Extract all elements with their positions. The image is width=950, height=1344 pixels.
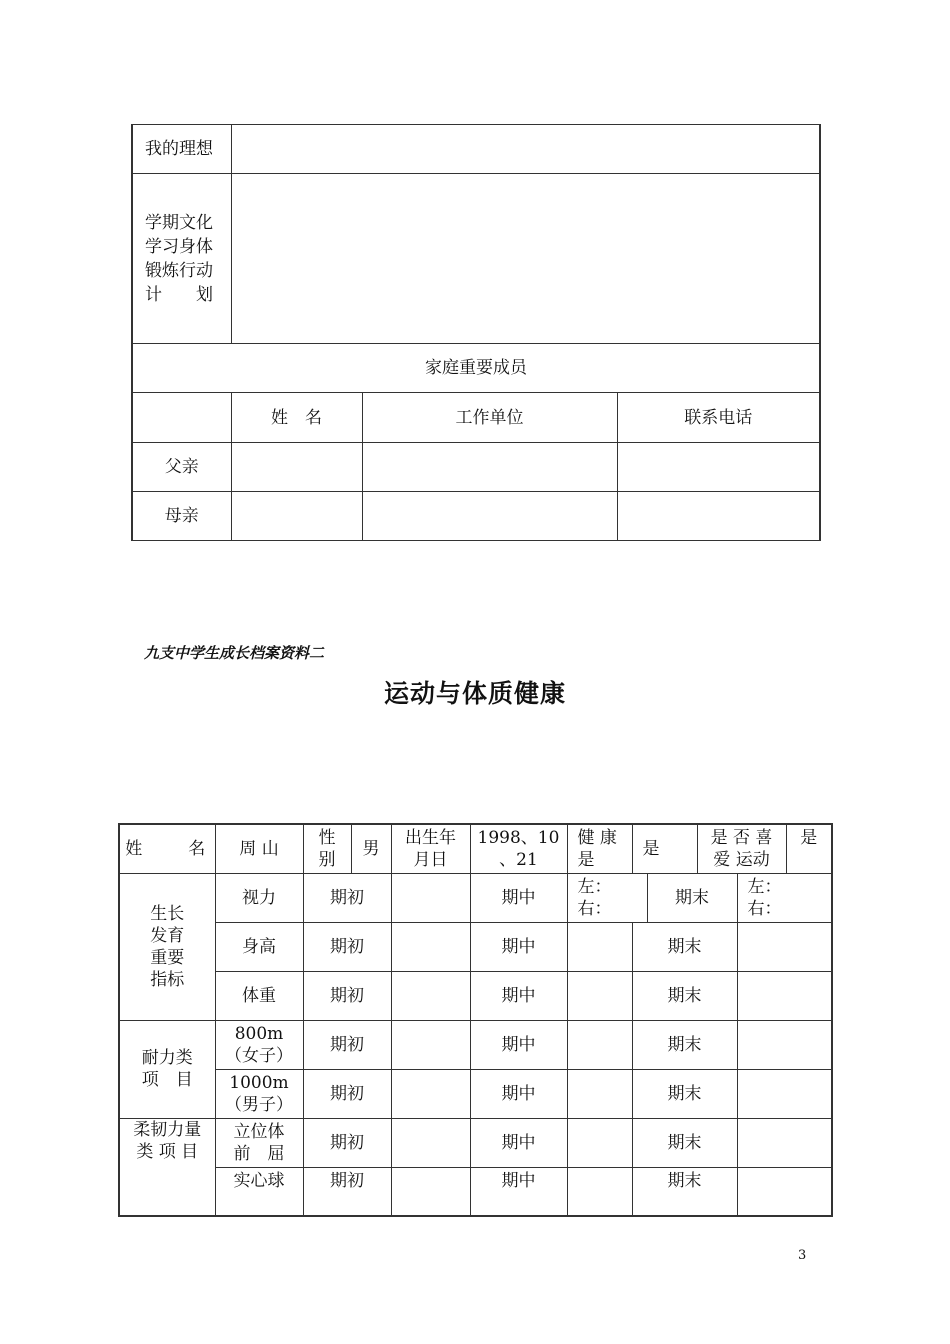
height-mid-cell[interactable] (567, 922, 632, 971)
gender-label (303, 824, 351, 873)
term-mid-label: 期中 (470, 873, 567, 922)
run800-line: （女子） (225, 1045, 293, 1066)
gender-label-line: 性 (318, 827, 336, 848)
ideal-label: 我的理想 (132, 125, 231, 174)
vision-label: 视力 (215, 873, 303, 922)
dob-label (391, 824, 470, 873)
growth-group-line: 发育 (150, 925, 185, 946)
term-start-label: 期初 (303, 1167, 391, 1216)
mother-name-cell[interactable] (231, 492, 362, 541)
weight-mid-cell[interactable] (567, 971, 632, 1020)
weight-start-cell[interactable] (391, 971, 470, 1020)
run800-label (215, 1020, 303, 1069)
endurance-group-line: 项 目 (141, 1070, 193, 1090)
mother-label: 母亲 (132, 492, 231, 541)
run800-mid-cell[interactable] (567, 1020, 632, 1069)
health-label (567, 824, 632, 873)
ball-end-cell[interactable] (737, 1167, 832, 1216)
run800-end-cell[interactable] (737, 1020, 832, 1069)
vision-end-cell[interactable] (737, 873, 832, 922)
page-number: 3 (798, 1248, 807, 1263)
plan-label-line: 计 划 (145, 284, 213, 305)
term-mid-label: 期中 (470, 922, 567, 971)
sport-label (697, 824, 786, 873)
dob-label-line: 出生年 (405, 827, 456, 848)
weight-end-cell[interactable] (737, 971, 832, 1020)
mother-phone-cell[interactable] (617, 492, 820, 541)
name-label: 姓 名 (119, 824, 215, 873)
right-eye-label: 右： (747, 898, 782, 919)
sports-health-table (118, 823, 833, 1217)
term-start-label: 期初 (303, 1118, 391, 1167)
section-subtitle: 九支中学生成长档案资料二 (144, 644, 325, 662)
run1000-start-cell[interactable] (391, 1069, 470, 1118)
flex-group-line: 柔韧力量 (133, 1119, 202, 1140)
plan-input-cell[interactable] (231, 174, 820, 344)
plan-label-line: 学期文化 (145, 212, 213, 233)
flex-group-label (119, 1118, 215, 1216)
height-label: 身高 (215, 922, 303, 971)
family-header: 家庭重要成员 (132, 344, 820, 393)
endurance-group-line: 耐力类 (141, 1048, 193, 1068)
height-start-cell[interactable] (391, 922, 470, 971)
dob-value-line: 1998、10 (477, 827, 560, 848)
gender-label-line: 别 (318, 849, 336, 870)
term-mid-label: 期中 (470, 1118, 567, 1167)
term-end-label: 期末 (632, 922, 737, 971)
col-work-header: 工作单位 (362, 393, 617, 443)
col-name-header: 姓 名 (231, 393, 362, 443)
father-name-cell[interactable] (231, 443, 362, 492)
term-mid-label: 期中 (470, 1020, 567, 1069)
term-mid-label: 期中 (470, 1069, 567, 1118)
term-mid-label: 期中 (470, 1167, 567, 1216)
vision-mid-cell[interactable] (567, 873, 647, 922)
growth-group-line: 生长 (150, 903, 185, 924)
run1000-line: （男子） (225, 1094, 293, 1115)
plan-label-line: 锻炼行动 (145, 260, 213, 281)
term-start-label: 期初 (303, 1020, 391, 1069)
term-end-label: 期末 (632, 1167, 737, 1216)
ball-start-cell[interactable] (391, 1167, 470, 1216)
health-label-line: 是 (577, 849, 595, 870)
run1000-label (215, 1069, 303, 1118)
dob-value (470, 824, 567, 873)
page-title: 运动与体质健康 (383, 679, 566, 708)
sitreach-end-cell[interactable] (737, 1118, 832, 1167)
sitreach-mid-cell[interactable] (567, 1118, 632, 1167)
col-phone-header: 联系电话 (617, 393, 820, 443)
term-end-label: 期末 (632, 1118, 737, 1167)
ideal-family-table (131, 124, 821, 541)
ball-mid-cell[interactable] (567, 1167, 632, 1216)
plan-label-line: 学习身体 (145, 236, 213, 257)
term-end-label: 期末 (647, 873, 737, 922)
left-eye-label: 左： (747, 876, 782, 897)
sitreach-start-cell[interactable] (391, 1118, 470, 1167)
flex-group-line: 类 项 目 (136, 1141, 199, 1162)
growth-group-label (119, 873, 215, 1020)
sitreach-line: 前 屈 (233, 1143, 285, 1164)
ideal-input-cell[interactable] (231, 125, 820, 174)
sport-label-line: 爱 运动 (713, 849, 770, 870)
name-value: 周 山 (215, 824, 303, 873)
sitreach-line: 立位体 (233, 1121, 285, 1142)
father-phone-cell[interactable] (617, 443, 820, 492)
term-start-label: 期初 (303, 922, 391, 971)
relation-header-cell (132, 393, 231, 443)
term-start-label: 期初 (303, 873, 391, 922)
ball-label: 实心球 (215, 1167, 303, 1216)
health-label-line: 健 康 (577, 827, 617, 848)
endurance-group-label (119, 1020, 215, 1118)
plan-label (132, 174, 231, 344)
mother-work-cell[interactable] (362, 492, 617, 541)
run1000-mid-cell[interactable] (567, 1069, 632, 1118)
run800-line: 800m (234, 1023, 284, 1044)
term-start-label: 期初 (303, 971, 391, 1020)
term-start-label: 期初 (303, 1069, 391, 1118)
dob-label-line: 月日 (413, 849, 448, 870)
dob-value-line: 、21 (499, 849, 538, 870)
father-label: 父亲 (132, 443, 231, 492)
term-mid-label: 期中 (470, 971, 567, 1020)
vision-start-cell[interactable] (391, 873, 470, 922)
weight-label: 体重 (215, 971, 303, 1020)
growth-group-line: 指标 (150, 969, 185, 990)
gender-value: 男 (351, 824, 391, 873)
sport-value: 是 (786, 824, 832, 873)
run1000-end-cell[interactable] (737, 1069, 832, 1118)
height-end-cell[interactable] (737, 922, 832, 971)
sport-label-line: 是 否 喜 (710, 827, 773, 848)
sitreach-label (215, 1118, 303, 1167)
run800-start-cell[interactable] (391, 1020, 470, 1069)
growth-group-line: 重要 (150, 947, 185, 968)
health-value: 是 (632, 824, 697, 873)
term-end-label: 期末 (632, 1020, 737, 1069)
term-end-label: 期末 (632, 971, 737, 1020)
run1000-line: 1000m (229, 1072, 289, 1093)
father-work-cell[interactable] (362, 443, 617, 492)
right-eye-label: 右： (577, 898, 612, 919)
term-end-label: 期末 (632, 1069, 737, 1118)
left-eye-label: 左： (577, 876, 612, 897)
